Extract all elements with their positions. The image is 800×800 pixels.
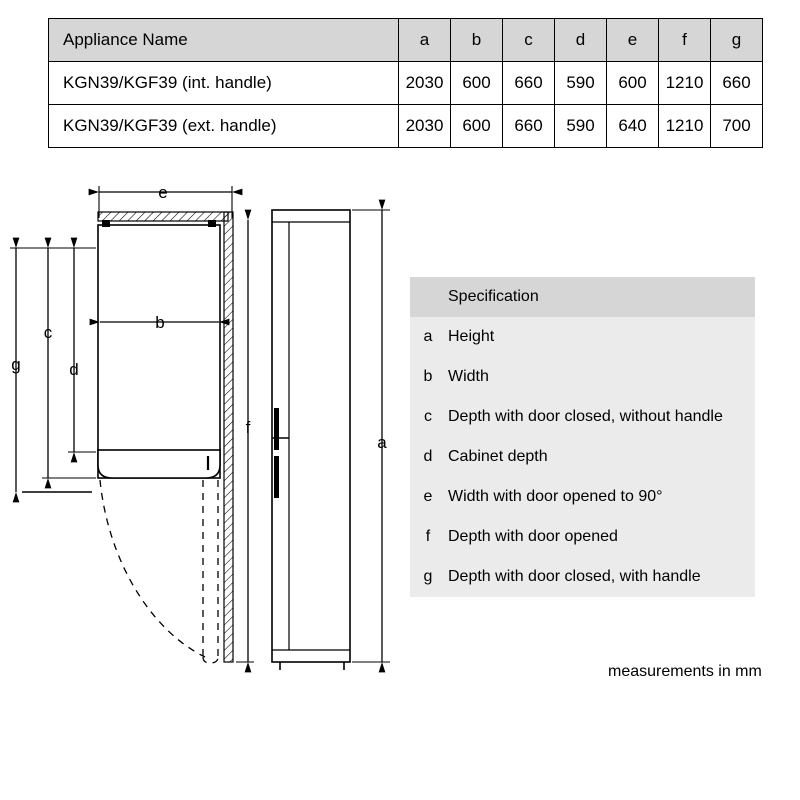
specification-label-c: Depth with door closed, without handle	[448, 408, 723, 425]
specification-header-row	[410, 277, 755, 317]
cell-e: 640	[607, 105, 659, 148]
cell-appliance-name: KGN39/KGF39 (int. handle)	[49, 62, 399, 105]
dimension-label-a: a	[377, 433, 387, 452]
specification-label-d: Cabinet depth	[448, 448, 548, 465]
specification-key-b: b	[423, 368, 433, 385]
cell-c: 660	[503, 105, 555, 148]
table-header-row	[49, 19, 763, 62]
specification-label-b: Width	[448, 368, 489, 385]
cell-g: 660	[711, 62, 763, 105]
specification-key-a: a	[423, 328, 433, 345]
column-header-e: e	[607, 19, 659, 62]
measurement-units-note: measurements in mm	[608, 663, 762, 680]
cell-b: 600	[451, 62, 503, 105]
specification-label-g: Depth with door closed, with handle	[448, 568, 701, 585]
column-header-c: c	[503, 19, 555, 62]
dimension-label-f: f	[245, 418, 251, 437]
column-header-a: a	[399, 19, 451, 62]
specification-label-a: Height	[448, 328, 495, 345]
table-row	[49, 62, 763, 105]
cell-a: 2030	[399, 62, 451, 105]
cell-e: 600	[607, 62, 659, 105]
cell-appliance-name: KGN39/KGF39 (ext. handle)	[49, 105, 399, 148]
dimension-label-d: d	[69, 360, 79, 379]
column-header-d: d	[555, 19, 607, 62]
specification-row-a	[410, 317, 755, 357]
specification-row-e	[410, 477, 755, 517]
specification-row-b	[410, 357, 755, 397]
dimension-label-g: g	[11, 355, 21, 374]
cell-g: 700	[711, 105, 763, 148]
cell-d: 590	[555, 62, 607, 105]
specification-key-f: f	[425, 528, 431, 545]
table-row	[49, 105, 763, 148]
specification-key-g: g	[423, 568, 433, 585]
column-header-f: f	[659, 19, 711, 62]
cell-d: 590	[555, 105, 607, 148]
cell-f: 1210	[659, 105, 711, 148]
specification-key-c: c	[424, 408, 432, 425]
specification-row-d	[410, 437, 755, 477]
cell-b: 600	[451, 105, 503, 148]
appliance-dimensions-table	[48, 18, 763, 148]
cell-c: 660	[503, 62, 555, 105]
specification-header-label: Specification	[448, 288, 539, 305]
column-header-g: g	[711, 19, 763, 62]
column-header-b: b	[451, 19, 503, 62]
appliance-technical-drawing	[0, 170, 420, 690]
dimension-label-c: c	[43, 323, 53, 342]
specification-key-d: d	[423, 448, 433, 465]
specification-row-g	[410, 557, 755, 597]
specification-legend	[410, 277, 755, 597]
specification-row-c	[410, 397, 755, 437]
cell-f: 1210	[659, 62, 711, 105]
dimension-label-b: b	[155, 313, 165, 332]
specification-label-e: Width with door opened to 90°	[448, 488, 663, 505]
column-header-appliance-name: Appliance Name	[49, 19, 399, 62]
specification-label-f: Depth with door opened	[448, 528, 618, 545]
cell-a: 2030	[399, 105, 451, 148]
specification-key-e: e	[423, 488, 433, 505]
dimension-label-e: e	[158, 183, 168, 202]
specification-row-f	[410, 517, 755, 557]
